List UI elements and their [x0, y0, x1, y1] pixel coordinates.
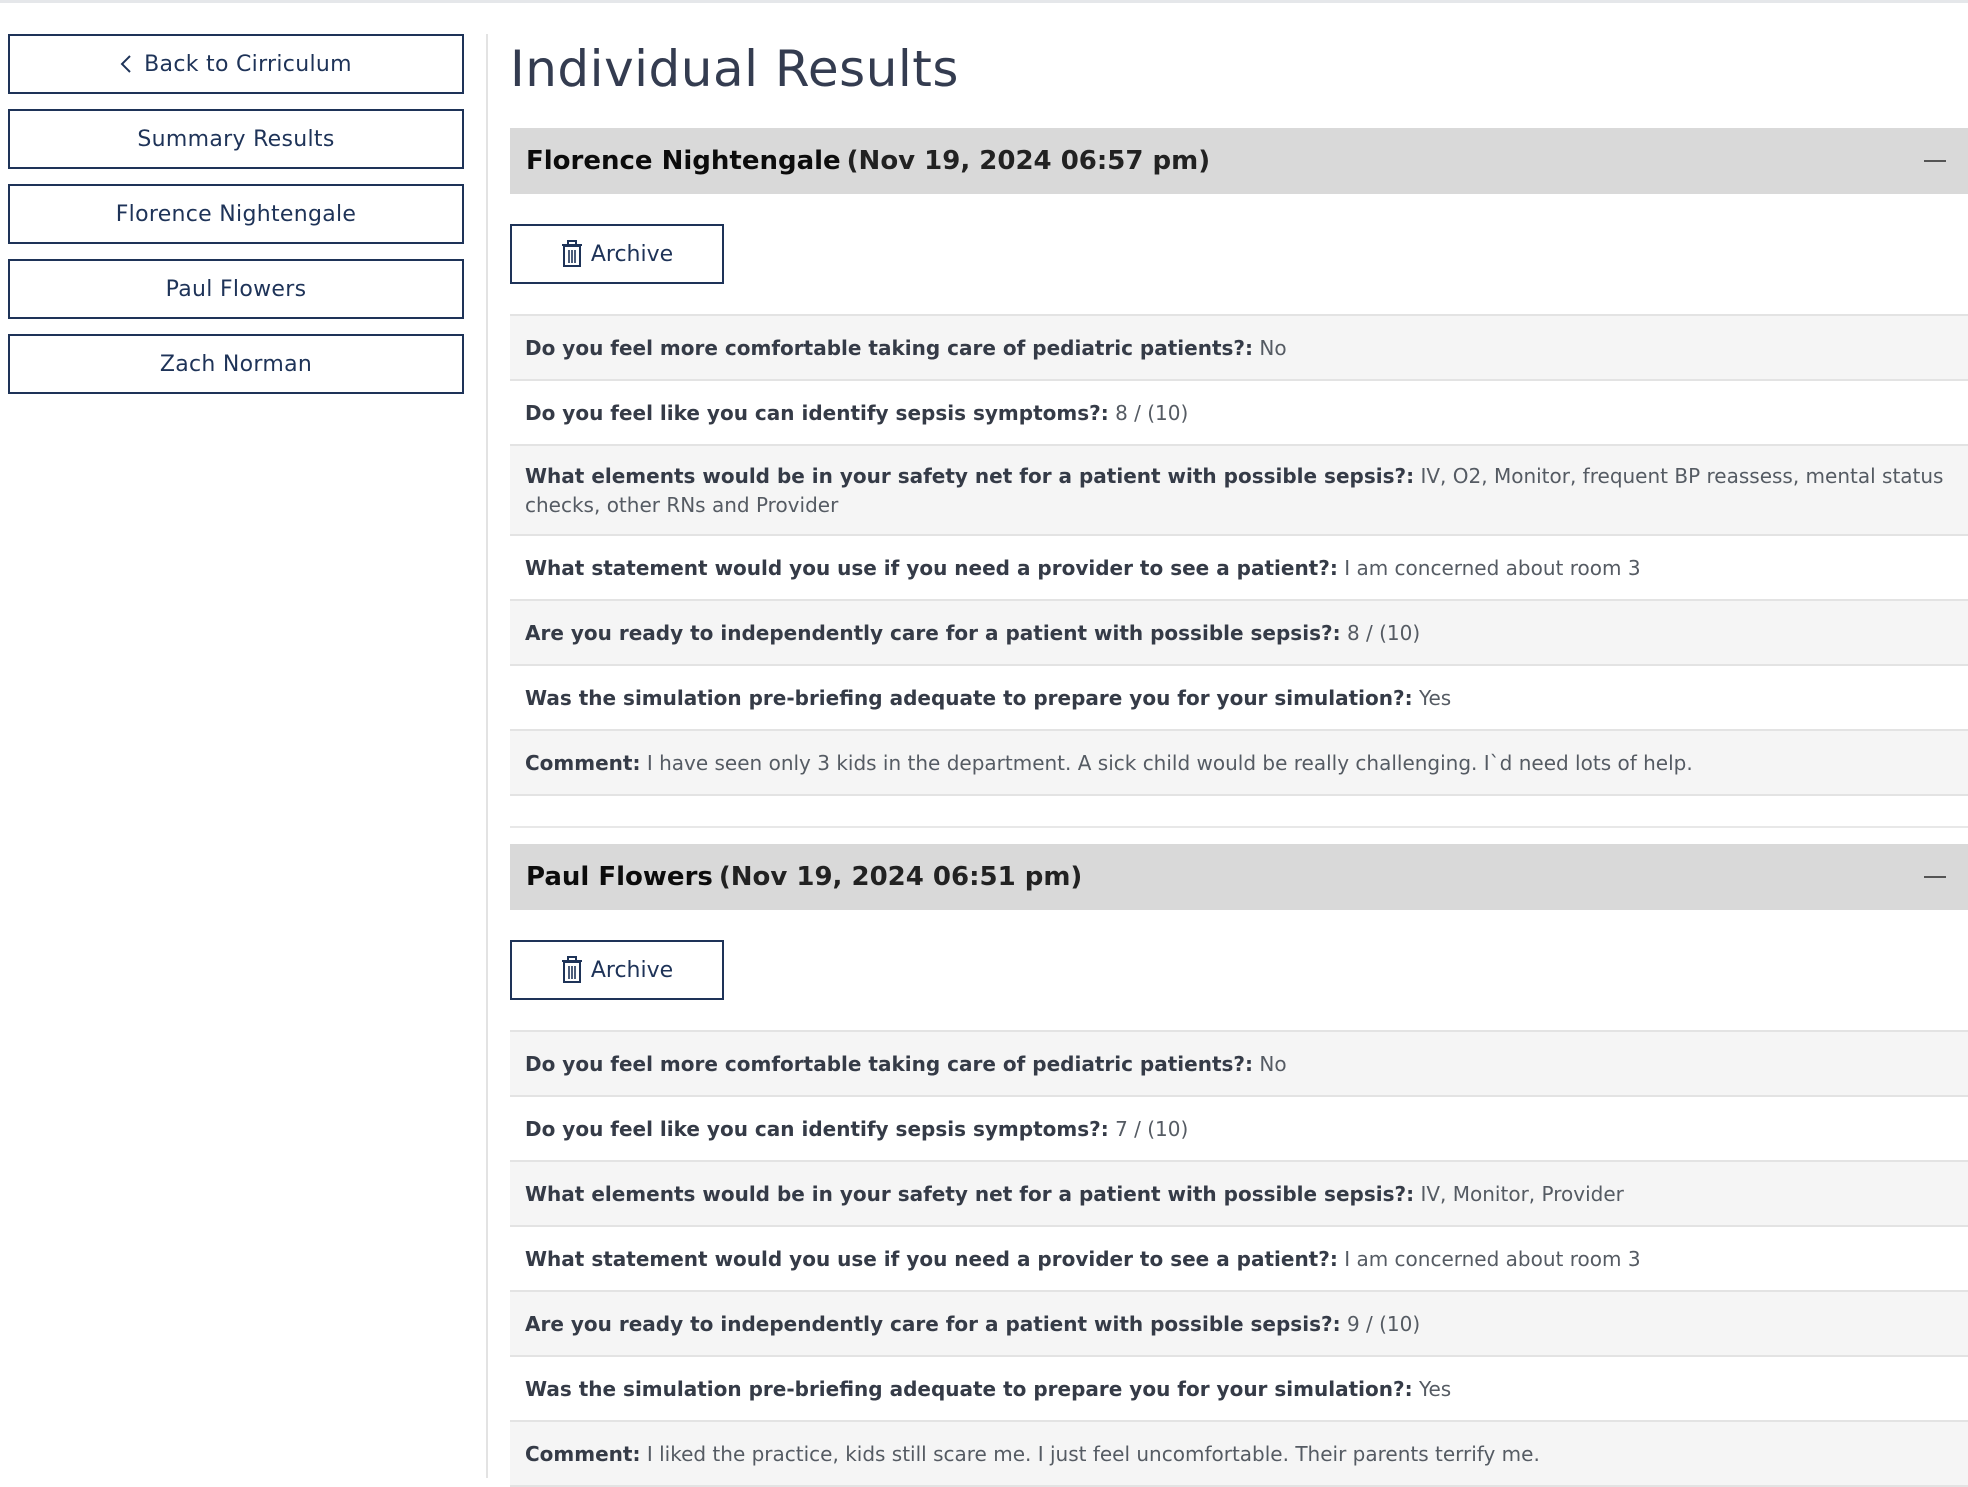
response-row	[510, 1162, 1968, 1227]
answer-value: IV, O2, Monitor, frequent BP reassess, mental status checks, other RNs and Provider	[525, 464, 1944, 517]
result-student-name: Paul Flowers	[526, 862, 713, 892]
response-row	[510, 601, 1968, 666]
answer-value: 8 / (10)	[1346, 621, 1421, 645]
answer-value: I am concerned about room 3	[1344, 1247, 1641, 1271]
sidebar-item-paul-flowers[interactable]	[8, 259, 464, 319]
answer-value: I have seen only 3 kids in the department. A sick child would be really challenging. I`d need lots of help.	[646, 751, 1693, 775]
question-label: What elements would be in your safety net for a patient with possible sepsis?:	[525, 464, 1415, 488]
sidebar-item-label: Summary Results	[137, 126, 335, 152]
response-row	[510, 381, 1968, 446]
response-row	[510, 666, 1968, 731]
response-row	[510, 316, 1968, 381]
question-label: Do you feel like you can identify sepsis symptoms?:	[525, 401, 1109, 425]
question-label: Comment:	[525, 751, 641, 775]
question-label: Do you feel more comfortable taking care of pediatric patients?:	[525, 336, 1254, 360]
question-label: What statement would you use if you need a provider to see a patient?:	[525, 556, 1338, 580]
question-label: Comment:	[525, 1442, 641, 1466]
trash-icon	[561, 240, 583, 268]
answer-value: Yes	[1418, 1377, 1452, 1401]
answer-value: No	[1259, 1052, 1287, 1076]
answer-value: IV, Monitor, Provider	[1420, 1182, 1624, 1206]
result-header[interactable]	[510, 128, 1968, 194]
sidebar-divider	[486, 34, 488, 1478]
response-row	[510, 1357, 1968, 1422]
collapse-icon[interactable]	[1924, 160, 1946, 162]
response-row	[510, 1032, 1968, 1097]
back-to-curriculum-button[interactable]	[8, 34, 464, 94]
collapse-icon[interactable]	[1924, 876, 1946, 878]
question-label: What statement would you use if you need a provider to see a patient?:	[525, 1247, 1338, 1271]
result-card	[510, 128, 1968, 796]
question-label: Was the simulation pre-briefing adequate to prepare you for your simulation?:	[525, 1377, 1413, 1401]
answer-value: 8 / (10)	[1115, 401, 1189, 425]
answer-value: I liked the practice, kids still scare me. I just feel uncomfortable. Their parents terrify me.	[646, 1442, 1540, 1466]
trash-icon	[561, 956, 583, 984]
question-label: Do you feel like you can identify sepsis symptoms?:	[525, 1117, 1109, 1141]
answer-value: 7 / (10)	[1115, 1117, 1189, 1141]
sidebar-item-zach-norman[interactable]	[8, 334, 464, 394]
result-heading	[526, 146, 1210, 176]
main-content	[510, 30, 1968, 1487]
sidebar-item-label: Paul Flowers	[165, 276, 307, 302]
result-date: (Nov 19, 2024 06:57 pm)	[846, 146, 1211, 176]
result-card	[510, 844, 1968, 1487]
response-row	[510, 1097, 1968, 1162]
sidebar-item-label: Zach Norman	[159, 351, 313, 377]
archive-button[interactable]	[510, 940, 724, 1000]
result-heading	[526, 862, 1082, 892]
chevron-left-icon	[120, 54, 132, 74]
response-row	[510, 1227, 1968, 1292]
result-header[interactable]	[510, 844, 1968, 910]
question-label: Are you ready to independently care for a patient with possible sepsis?:	[525, 621, 1341, 645]
sidebar-item-label: Back to Cirriculum	[144, 51, 352, 77]
question-label: Do you feel more comfortable taking care of pediatric patients?:	[525, 1052, 1254, 1076]
answer-value: Yes	[1418, 686, 1452, 710]
archive-button[interactable]	[510, 224, 724, 284]
archive-area	[510, 910, 1968, 1032]
sidebar	[8, 34, 464, 409]
response-row	[510, 536, 1968, 601]
top-divider	[0, 0, 1968, 3]
page-title: Individual Results	[510, 40, 959, 98]
archive-area	[510, 194, 1968, 316]
result-student-name: Florence Nightengale	[526, 146, 841, 176]
response-row	[510, 1292, 1968, 1357]
response-row	[510, 446, 1968, 536]
sidebar-item-summary-results[interactable]	[8, 109, 464, 169]
comment-row	[510, 1422, 1968, 1487]
result-date: (Nov 19, 2024 06:51 pm)	[718, 862, 1083, 892]
archive-label: Archive	[590, 957, 674, 983]
question-label: What elements would be in your safety net for a patient with possible sepsis?:	[525, 1182, 1415, 1206]
archive-label: Archive	[590, 241, 674, 267]
question-label: Are you ready to independently care for a patient with possible sepsis?:	[525, 1312, 1341, 1336]
section-divider	[510, 796, 1968, 828]
comment-row	[510, 731, 1968, 796]
answer-value: 9 / (10)	[1346, 1312, 1421, 1336]
sidebar-item-label: Florence Nightengale	[115, 201, 357, 227]
answer-value: I am concerned about room 3	[1344, 556, 1641, 580]
sidebar-item-florence-nightengale[interactable]	[8, 184, 464, 244]
question-label: Was the simulation pre-briefing adequate to prepare you for your simulation?:	[525, 686, 1413, 710]
answer-value: No	[1259, 336, 1287, 360]
